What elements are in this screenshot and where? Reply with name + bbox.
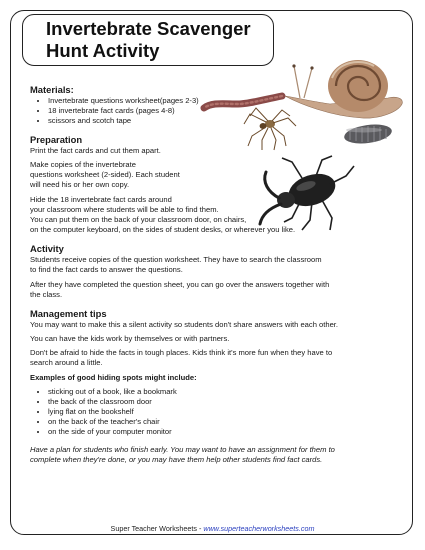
text-line: You can put them on the back of your classroom door, on chairs, [30, 215, 247, 224]
text-line: Students receive copies of the question worksheet. They have to search the classroom [30, 255, 322, 264]
text-line: Make copies of the invertebrate [30, 160, 136, 169]
materials-heading: Materials: [30, 84, 74, 95]
preparation-section [30, 134, 402, 235]
hiding-spot-item: • on the back of the teacher's chair [48, 417, 402, 427]
text-line: on the computer keyboard, on the sides of student desks, or wherever you like. [30, 225, 296, 234]
management-paragraph: You can have the kids work by themselves or with partners. [30, 334, 230, 343]
activity-paragraph [30, 255, 402, 275]
text-line: complete when they're done, or you may have them help other students find fact cards. [30, 455, 323, 464]
management-paragraph: You may want to make this a silent activity so students don't share answers with each other. [30, 320, 339, 329]
hiding-spot-item: • sticking out of a book, like a bookmark [48, 387, 402, 397]
title-line-2: Hunt Activity [46, 40, 160, 61]
hiding-spot-item: • the back of the classroom door [48, 397, 402, 407]
text-line: will need his or her own copy. [30, 180, 130, 189]
text-line: questions worksheet (2-sided). Each student [30, 170, 180, 179]
page-footer [0, 524, 425, 533]
management-section [30, 308, 402, 465]
closing-note [30, 445, 402, 465]
activity-heading: Activity [30, 243, 64, 254]
management-paragraph [30, 348, 402, 368]
hiding-spot-item: • lying flat on the bookshelf [48, 407, 402, 417]
preparation-heading: Preparation [30, 134, 83, 145]
materials-section [30, 84, 402, 126]
text-line: After they have completed the question sheet, you can go over the answers together with [30, 280, 330, 289]
worksheet-content [30, 84, 402, 465]
materials-item: • 18 invertebrate fact cards (pages 4-8) [48, 106, 402, 116]
text-line: Don't be afraid to hide the facts in tough places. Kids think it's more fun when they have to [30, 348, 333, 357]
text-line: to find the fact cards to answer the questions. [30, 265, 183, 274]
examples-heading: Examples of good hiding spots might include: [30, 373, 197, 382]
text-line: the class. [30, 290, 63, 299]
footer-brand: Super Teacher Worksheets - [110, 524, 204, 533]
materials-item: • Invertebrate questions worksheet(pages 2-3) [48, 96, 402, 106]
hiding-spots-list [30, 387, 402, 437]
preparation-paragraph: Print the fact cards and cut them apart. [30, 146, 161, 155]
preparation-paragraph [30, 195, 402, 235]
footer-link[interactable]: www.superteacherworksheets.com [203, 524, 315, 533]
text-line: your classroom where students will be able to find them. [30, 205, 219, 214]
activity-paragraph [30, 280, 402, 300]
materials-item: • scissors and scotch tape [48, 116, 402, 126]
activity-section [30, 243, 402, 300]
hiding-spot-item: • on the side of your computer monitor [48, 427, 402, 437]
materials-list [30, 96, 402, 126]
text-line: Have a plan for students who finish early. You may want to have an assignment for them to [30, 445, 335, 454]
management-heading: Management tips [30, 308, 107, 319]
title-line-1: Invertebrate Scavenger [46, 18, 251, 39]
text-line: Hide the 18 invertebrate fact cards around [30, 195, 172, 204]
preparation-paragraph [30, 160, 402, 190]
text-line: search around a little. [30, 358, 103, 367]
